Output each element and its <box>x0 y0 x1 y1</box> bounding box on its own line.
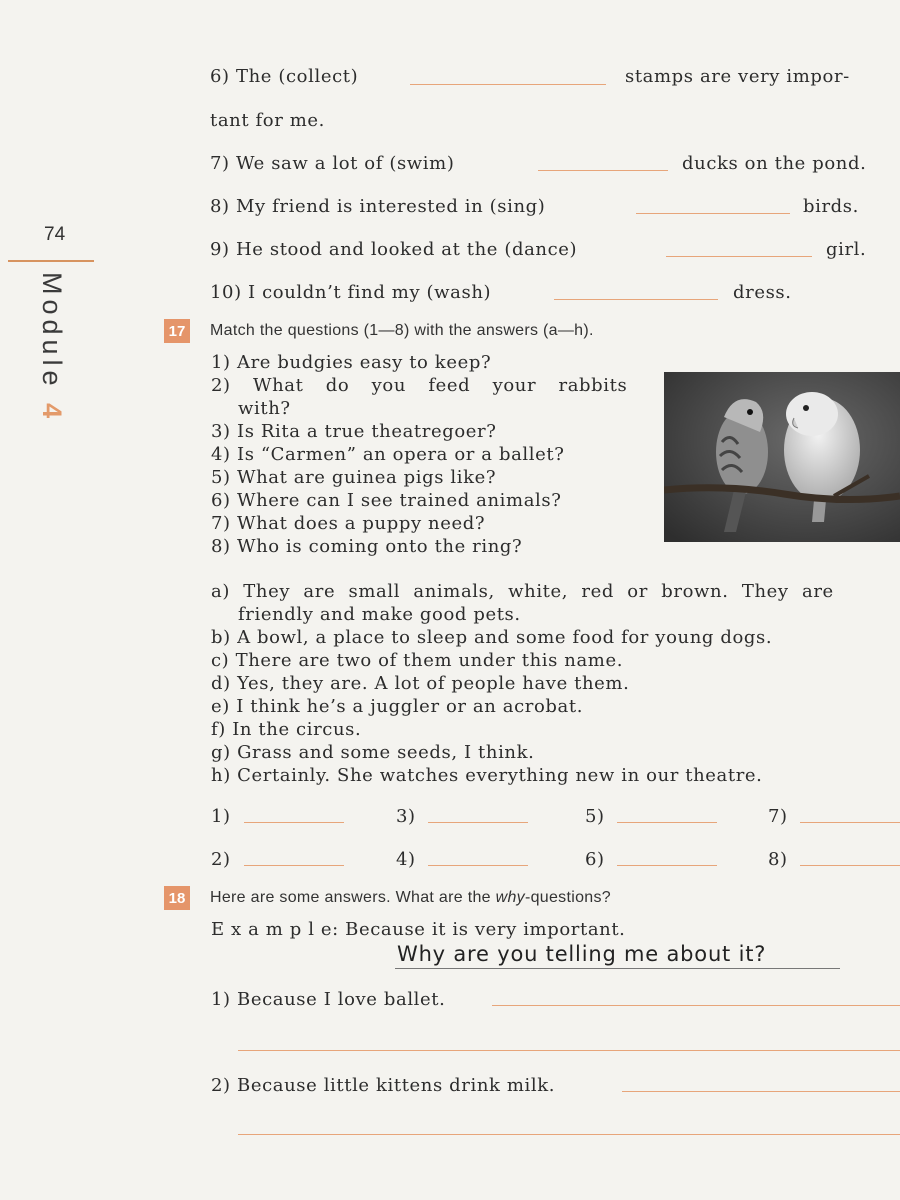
cont-item-6-cont: tant for me. <box>210 110 325 131</box>
question-2 <box>211 375 641 396</box>
question-2-cont: with? <box>238 398 291 419</box>
cont-item-9-left: 9) He stood and looked at the (dance) <box>210 239 578 260</box>
answer-a-text: a) They are small animals, white, red or brown. They are <box>211 581 834 602</box>
blank-label-4: 4) <box>396 849 416 870</box>
cont-item-8-left: 8) My friend is interested in (sing) <box>210 196 546 217</box>
exercise-18-instruction <box>210 889 611 907</box>
cont-item-7-right: ducks on the pond. <box>682 153 867 174</box>
question-7: 7) What does a puppy need? <box>211 513 486 534</box>
answer-h: h) Certainly. She watches everything new in our theatre. <box>211 765 763 786</box>
page-number-rule <box>8 260 94 262</box>
question-3: 3) Is Rita a true theatregoer? <box>211 421 497 442</box>
example-label: E x a m p l e: <box>211 919 339 940</box>
example-text: Because it is very important. <box>345 919 626 940</box>
blank-10[interactable] <box>554 299 718 300</box>
cont-item-7-left: 7) We saw a lot of (swim) <box>210 153 455 174</box>
match-blank-8[interactable] <box>800 865 900 866</box>
match-blank-3[interactable] <box>428 822 528 823</box>
match-blank-1[interactable] <box>244 822 344 823</box>
cont-item-10-right: dress. <box>733 282 792 303</box>
blank-label-3: 3) <box>396 806 416 827</box>
cont-item-6-right: stamps are very impor- <box>625 66 850 87</box>
answer-line-18-2b[interactable] <box>238 1134 900 1135</box>
exercise-17-badge: 17 <box>164 319 190 343</box>
blank-9[interactable] <box>666 256 812 257</box>
question-1: 1) Are budgies easy to keep? <box>211 352 492 373</box>
match-blank-5[interactable] <box>617 822 717 823</box>
match-blank-2[interactable] <box>244 865 344 866</box>
blank-label-8: 8) <box>768 849 788 870</box>
match-blank-4[interactable] <box>428 865 528 866</box>
answer-g: g) Grass and some seeds, I think. <box>211 742 535 763</box>
cont-item-8-right: birds. <box>803 196 859 217</box>
match-blank-6[interactable] <box>617 865 717 866</box>
answer-e: e) I think he’s a juggler or an acrobat. <box>211 696 584 717</box>
example-answer-underline <box>395 968 840 969</box>
cont-item-10-left: 10) I couldn’t find my (wash) <box>210 282 492 303</box>
module-word: Module <box>37 272 67 391</box>
cont-item-6-left: 6) The (collect) <box>210 66 359 87</box>
exercise-18-badge: 18 <box>164 886 190 910</box>
blank-label-7: 7) <box>768 806 788 827</box>
question-8: 8) Who is coming onto the ring? <box>211 536 523 557</box>
answer-b: b) A bowl, a place to sleep and some food for young dogs. <box>211 627 773 648</box>
blank-6[interactable] <box>410 84 606 85</box>
cont-item-9-right: girl. <box>826 239 867 260</box>
answer-a-cont: friendly and make good pets. <box>238 604 521 625</box>
example-handwritten-answer: Why are you telling me about it? <box>397 942 767 966</box>
question-6: 6) Where can I see trained animals? <box>211 490 562 511</box>
blank-label-5: 5) <box>585 806 605 827</box>
answer-f: f) In the circus. <box>211 719 362 740</box>
answer-line-18-2a[interactable] <box>622 1091 900 1092</box>
module-number: 4 <box>37 403 67 424</box>
answer-a <box>211 581 900 602</box>
item-18-2: 2) Because little kittens drink milk. <box>211 1075 556 1096</box>
blank-label-6: 6) <box>585 849 605 870</box>
exercise-17-instruction: Match the questions (1—8) with the answers (a—h). <box>210 322 594 339</box>
blank-label-1: 1) <box>211 806 231 827</box>
blank-7[interactable] <box>538 170 668 171</box>
page-number: 74 <box>44 224 66 245</box>
instruction-pre: Here are some answers. What are the <box>210 889 496 906</box>
item-18-1: 1) Because I love ballet. <box>211 989 446 1010</box>
answer-c: c) There are two of them under this name. <box>211 650 624 671</box>
question-2-text: 2) What do you feed your rabbits <box>211 375 628 396</box>
blank-8[interactable] <box>636 213 790 214</box>
answer-line-18-1a[interactable] <box>492 1005 900 1006</box>
blank-label-2: 2) <box>211 849 231 870</box>
answer-line-18-1b[interactable] <box>238 1050 900 1051</box>
instruction-post: -questions? <box>524 889 611 906</box>
module-label <box>36 272 67 423</box>
instruction-why: why <box>495 889 525 906</box>
match-blank-7[interactable] <box>800 822 900 823</box>
question-5: 5) What are guinea pigs like? <box>211 467 497 488</box>
question-4: 4) Is “Carmen” an opera or a ballet? <box>211 444 565 465</box>
budgies-photo <box>664 372 900 542</box>
example-line <box>211 919 626 940</box>
answer-d: d) Yes, they are. A lot of people have them. <box>211 673 630 694</box>
